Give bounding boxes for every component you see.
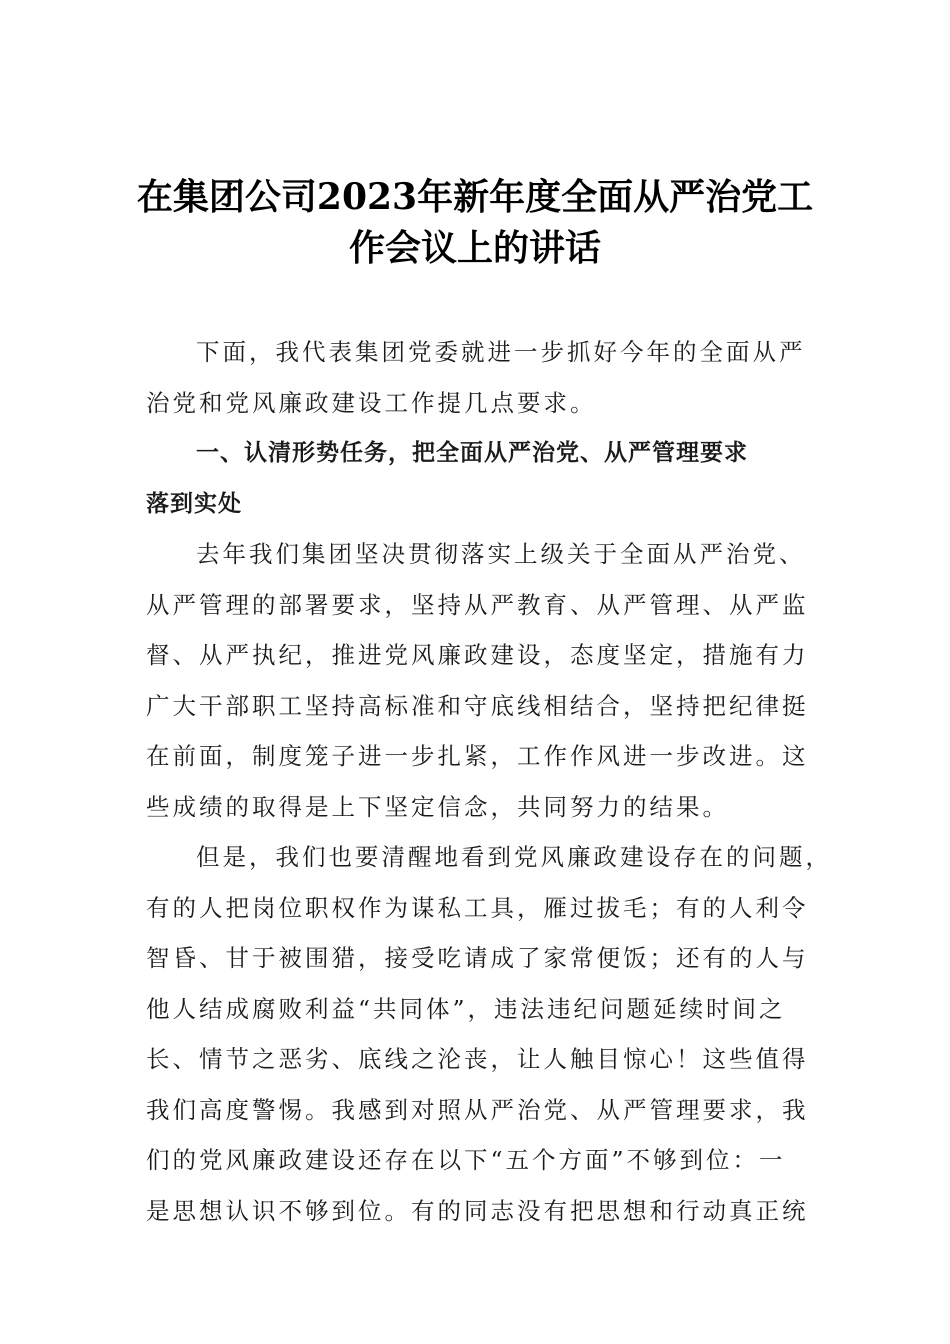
text-line: 在前面，制度笼子进一步扎紧，工作作风进一步改进。这 bbox=[146, 742, 809, 770]
paragraph bbox=[146, 529, 810, 832]
text-line: 去年我们集团坚决贯彻落实上级关于全面从严治党、 bbox=[196, 540, 806, 568]
text-line: 下面，我代表集团党委就进一步抓好今年的全面从严 bbox=[196, 338, 806, 366]
paragraph bbox=[146, 327, 810, 428]
text-line: 他人结成腐败利益“共同体”，违法违纪问题延续时间之 bbox=[146, 994, 786, 1023]
text-line: 广大干部职工坚持高标准和守底线相结合，坚持把纪律挺 bbox=[146, 691, 809, 720]
heading-line: 落到实处 bbox=[146, 490, 242, 517]
title-line: 作会议上的讲话 bbox=[348, 227, 601, 269]
text-line: 们的党风廉政建设还存在以下“五个方面”不够到位：一 bbox=[146, 1146, 786, 1174]
section-heading bbox=[146, 428, 810, 529]
text-line: 从严管理的部署要求，坚持从严教育、从严管理、从严监 bbox=[146, 590, 809, 619]
text-line: 我们高度警惕。我感到对照从严治党、从严管理要求，我 bbox=[146, 1095, 809, 1124]
document-title bbox=[120, 172, 830, 274]
paragraph bbox=[146, 832, 832, 1236]
text-line: 是思想认识不够到位。有的同志没有把思想和行动真正统 bbox=[146, 1196, 809, 1225]
text-line: 但是，我们也要清醒地看到党风廉政建设存在的问题， bbox=[196, 843, 832, 871]
text-line: 智昏、甘于被围猎，接受吃请成了家常便饭；还有的人与 bbox=[146, 944, 809, 972]
document-body bbox=[146, 327, 832, 1236]
text-line: 有的人把岗位职权作为谋私工具，雁过拔毛；有的人利令 bbox=[146, 893, 809, 922]
text-line: 长、情节之恶劣、底线之沦丧，让人触目惊心！这些值得 bbox=[146, 1045, 809, 1073]
text-line: 治党和党风廉政建设工作提几点要求。 bbox=[146, 388, 597, 417]
text-line: 督、从严执纪，推进党风廉政建设，态度坚定，措施有力 bbox=[146, 641, 809, 669]
text-line: 些成绩的取得是上下坚定信念，共同努力的结果。 bbox=[146, 792, 729, 821]
heading-line: 一、认清形势任务，把全面从严治党、从严管理要求 bbox=[196, 440, 748, 466]
title-line: 在集团公司2023年新年度全面从严治党工 bbox=[136, 176, 814, 218]
